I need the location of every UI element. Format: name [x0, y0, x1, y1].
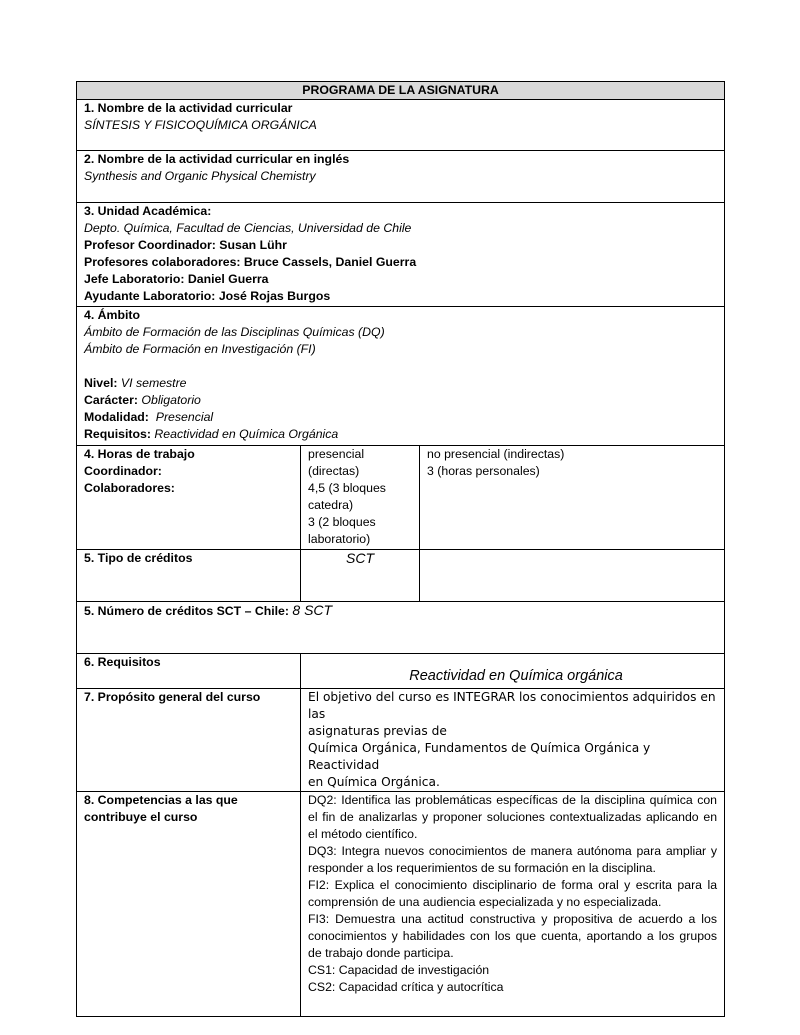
table-title: PROGRAMA DE LA ASIGNATURA	[77, 82, 725, 100]
spacer	[84, 358, 724, 375]
section-activity-name-english	[77, 151, 725, 203]
credit-type-value: SCT	[301, 550, 420, 602]
work-hours-label: 4. Horas de trabajo	[84, 447, 195, 461]
competency-cs1: CS1: Capacidad de investigación	[308, 963, 490, 977]
activity-name-label: 1. Nombre de la actividad curricular	[84, 101, 293, 115]
credit-number-row	[77, 602, 725, 654]
credit-type-label: 5. Tipo de créditos	[77, 550, 301, 602]
activity-name-english-value: Synthesis and Organic Physical Chemistry	[84, 169, 316, 183]
requirements-value: Reactividad en Química orgánica	[409, 668, 623, 684]
scope-dq: Ámbito de Formación de las Disciplinas Químicas (DQ)	[84, 325, 385, 339]
section-activity-name	[77, 100, 725, 151]
competency-dq2: DQ2: Identifica las problemáticas específicas de la disciplina química con el fin de analizarlas y proponer soluciones contextualizadas aplicando en el método científico.	[308, 793, 718, 841]
credit-number-value: 8 SCT	[292, 602, 333, 618]
requirements-row: Requisitos: Reactividad en Química Orgánica	[84, 427, 339, 441]
scope-label: 4. Ámbito	[84, 308, 141, 322]
collaborators: Profesores colaboradores: Bruce Cassels, Daniel Guerra	[84, 255, 417, 269]
level-row: Nivel: VI semestre	[84, 376, 187, 390]
work-hours-presencial: presencial (directas) 4,5 (3 bloques catedra) 3 (2 bloques laboratorio)	[301, 446, 420, 550]
department: Depto. Química, Facultad de Ciencias, Universidad de Chile	[84, 221, 412, 235]
credit-type-empty	[420, 550, 725, 602]
academic-unit-label: 3. Unidad Académica:	[84, 204, 212, 218]
coordinator: Profesor Coordinador: Susan Lühr	[84, 238, 287, 252]
work-hours-coordinator: Coordinador:	[84, 464, 162, 478]
work-hours-labels	[77, 446, 301, 550]
competency-cs2: CS2: Capacidad crítica y autocrítica	[308, 980, 504, 994]
section-scope	[77, 307, 725, 446]
scope-fi: Ámbito de Formación en Investigación (FI)	[84, 342, 316, 356]
work-hours-no-presencial: no presencial (indirectas) 3 (horas personales)	[420, 446, 725, 550]
modality-row: Modalidad: Presencial	[84, 410, 214, 424]
work-hours-collaborators: Colaboradores:	[84, 481, 175, 495]
program-table	[76, 81, 725, 1017]
competencies-list	[301, 792, 725, 1017]
lab-head: Jefe Laboratorio: Daniel Guerra	[84, 272, 269, 286]
lab-assistant: Ayudante Laboratorio: José Rojas Burgos	[84, 289, 331, 303]
competency-fi2: FI2: Explica el conocimiento disciplinario de forma oral y escrita para la comprensión de una audiencia especializada y no especializada.	[308, 878, 718, 909]
activity-name-english-label: 2. Nombre de la actividad curricular en inglés	[84, 152, 350, 166]
purpose-label: 7. Propósito general del curso	[77, 689, 301, 792]
purpose-value: El objetivo del curso es INTEGRAR los conocimientos adquiridos en las asignaturas previas de Química Orgánica, Fundamentos de Química Orgánica y Reactividad en Química Orgánica.	[301, 689, 725, 792]
credit-number-label: 5. Número de créditos SCT – Chile:	[84, 604, 289, 618]
activity-name-value: SÍNTESIS Y FISICOQUÍMICA ORGÁNICA	[84, 118, 317, 132]
section-academic-unit	[77, 203, 725, 307]
competency-fi3: FI3: Demuestra una actitud constructiva y propositiva de acuerdo a los conocimientos y habilidades con los que cuenta, aportando a los grupos de trabajo donde participa.	[308, 912, 718, 960]
competency-dq3: DQ3: Integra nuevos conocimientos de manera autónoma para ampliar y responder a los requerimientos de su formación en la disciplina.	[308, 844, 718, 875]
requirements-value-cell	[301, 654, 725, 689]
character-row: Carácter: Obligatorio	[84, 393, 201, 407]
competencies-label: 8. Competencias a las que contribuye el curso	[77, 792, 301, 1017]
requirements-label: 6. Requisitos	[77, 654, 301, 689]
